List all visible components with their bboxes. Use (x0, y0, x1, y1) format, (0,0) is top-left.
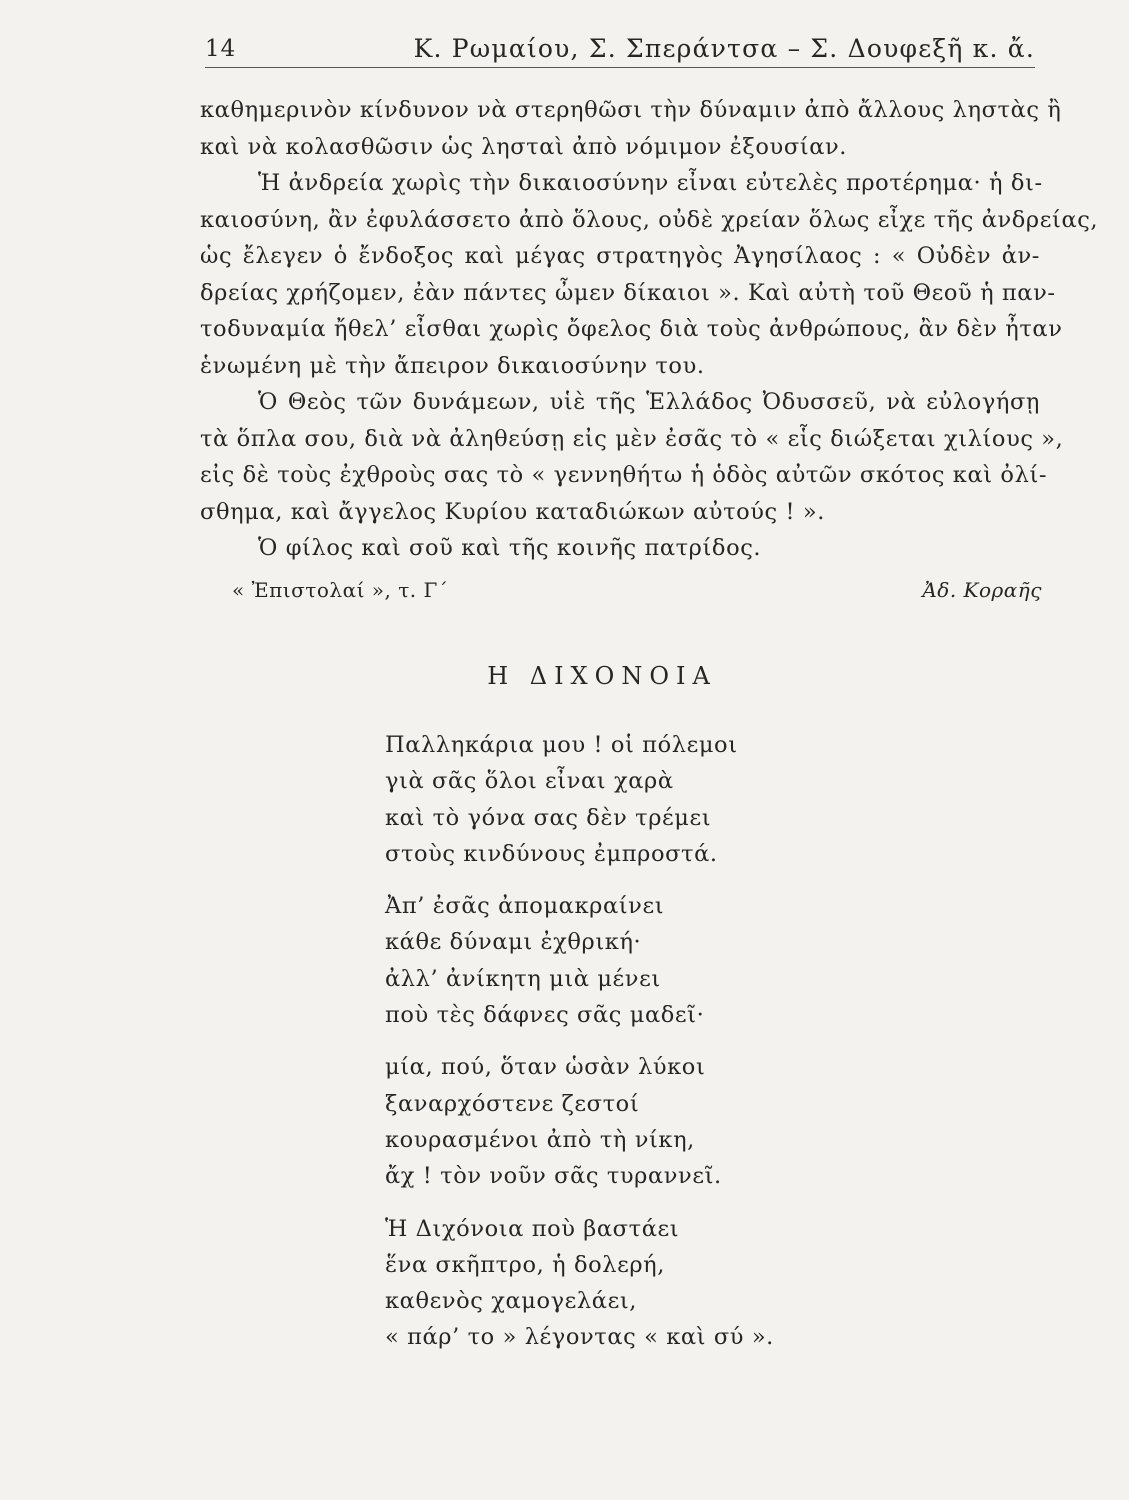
verse-line: γιὰ σᾶς ὅλοι εἶναι χαρὰ (385, 768, 674, 795)
verse-line: ἀλλ’ ἀνίκητη μιὰ μένει (385, 965, 661, 992)
verse-line: Ἀπ’ ἐσᾶς ἀπομακραίνει (385, 893, 665, 920)
verse-line: μία, πού, ὅταν ὡσὰν λύκοι (385, 1054, 706, 1081)
verse-line: Ἡ Διχόνοια ποὺ βαστάει (385, 1215, 680, 1242)
source-citation: « Ἐπιστολαί », τ. Γ΄ (232, 578, 449, 602)
stanza (385, 1211, 945, 1356)
prose-line: σθημα, καὶ ἄγγελος Κυρίου καταδιώκων αὐτούς ! ». (200, 498, 826, 525)
letter-text (200, 92, 1099, 567)
prose-line: δρείας χρήζομεν, ἐὰν πάντες ὦμεν δίκαιοι ». Καὶ αὐτὴ τοῦ Θεοῦ ἡ παν- (200, 279, 1056, 306)
poem (385, 727, 945, 1372)
running-head (205, 30, 1035, 70)
verse-line: καὶ τὸ γόνα σας δὲν τρέμει (385, 804, 712, 831)
header-rule (205, 67, 1035, 68)
verse-line: κουρασμένοι ἀπὸ τὴ νίκη, (385, 1126, 695, 1153)
verse-line: κάθε δύναμι ἐχθρική· (385, 929, 642, 956)
stanza (385, 1049, 945, 1194)
prose-line: τοδυναμία ἤθελ’ εἶσθαι χωρὶς ὄφελος διὰ τοὺς ἀνθρώπους, ἂν δὲν ἦταν (200, 316, 1063, 342)
page-number: 14 (205, 36, 237, 62)
prose-line: ἑνωμένη μὲ τὴν ἄπειρον δικαιοσύνην του. (200, 352, 705, 379)
prose-line: τὰ ὅπλα σου, διὰ νὰ ἀληθεύσῃ εἰς μὲν ἐσᾶς τὸ « εἷς διώξεται χιλίους », (200, 425, 1064, 452)
prose-line: καθημερινὸν κίνδυνον νὰ στερηθῶσι τὴν δύναμιν ἀπὸ ἄλλους ληστὰς ἢ (200, 97, 1062, 123)
prose-line: Ὁ Θεὸς τῶν δυνάμεων, υἱὲ τῆς Ἑλλάδος Ὀδυσσεῦ, νὰ εὐλογήσῃ (258, 389, 1040, 415)
poem-title: Η ΔΙΧΟΝΟΙΑ (487, 662, 717, 690)
signature-line (232, 578, 1042, 612)
verse-line: ἄχ ! τὸν νοῦν σᾶς τυραννεῖ. (385, 1163, 722, 1190)
prose-line: καιοσύνη, ἂν ἐφυλάσσετο ἀπὸ ὅλους, οὐδὲ χρείαν ὅλως εἶχε τῆς ἀνδρείας, (200, 206, 1099, 233)
stanza (385, 727, 945, 872)
prose-line: εἰς δὲ τοὺς ἐχθροὺς σας τὸ « γεννηθήτω ἡ ὁδὸς αὐτῶν σκότος καὶ ὀλί- (200, 462, 1048, 488)
verse-line: « πάρ’ το » λέγοντας « καὶ σύ ». (385, 1324, 774, 1351)
verse-line: στοὺς κινδύνους ἐμπροστά. (385, 840, 718, 867)
author-name: Ἀδ. Κοραῆς (922, 578, 1042, 602)
verse-line: καθενὸς χαμογελάει, (385, 1288, 638, 1315)
prose-line: καὶ νὰ κολασθῶσιν ὡς λησταὶ ἀπὸ νόμιμον ἐξουσίαν. (200, 133, 848, 160)
prose-line: Ἡ ἀνδρεία χωρὶς τὴν δικαιοσύνην εἶναι εὐτελὲς προτέρημα· ἡ δι- (258, 170, 1043, 196)
verse-line: ἕνα σκῆπτρο, ἡ δολερή, (385, 1251, 666, 1278)
prose-line: ὡς ἔλεγεν ὁ ἔνδοξος καὶ μέγας στρατηγὸς Ἀγησίλαος : « Οὐδὲν ἀν- (200, 243, 1040, 269)
verse-line: Παλληκάρια μου ! οἱ πόλεμοι (385, 732, 738, 758)
running-title: Κ. Ρωμαίου, Σ. Σπεράντσα – Σ. Δουφεξῆ κ. ἄ. (413, 34, 1035, 63)
verse-line: ξαναρχόστενε ζεστοί (385, 1090, 640, 1117)
verse-line: ποὺ τὲς δάφνες σᾶς μαδεῖ· (385, 1002, 705, 1029)
stanza (385, 888, 945, 1033)
prose-line: Ὁ φίλος καὶ σοῦ καὶ τῆς κοινῆς πατρίδος. (258, 535, 762, 561)
